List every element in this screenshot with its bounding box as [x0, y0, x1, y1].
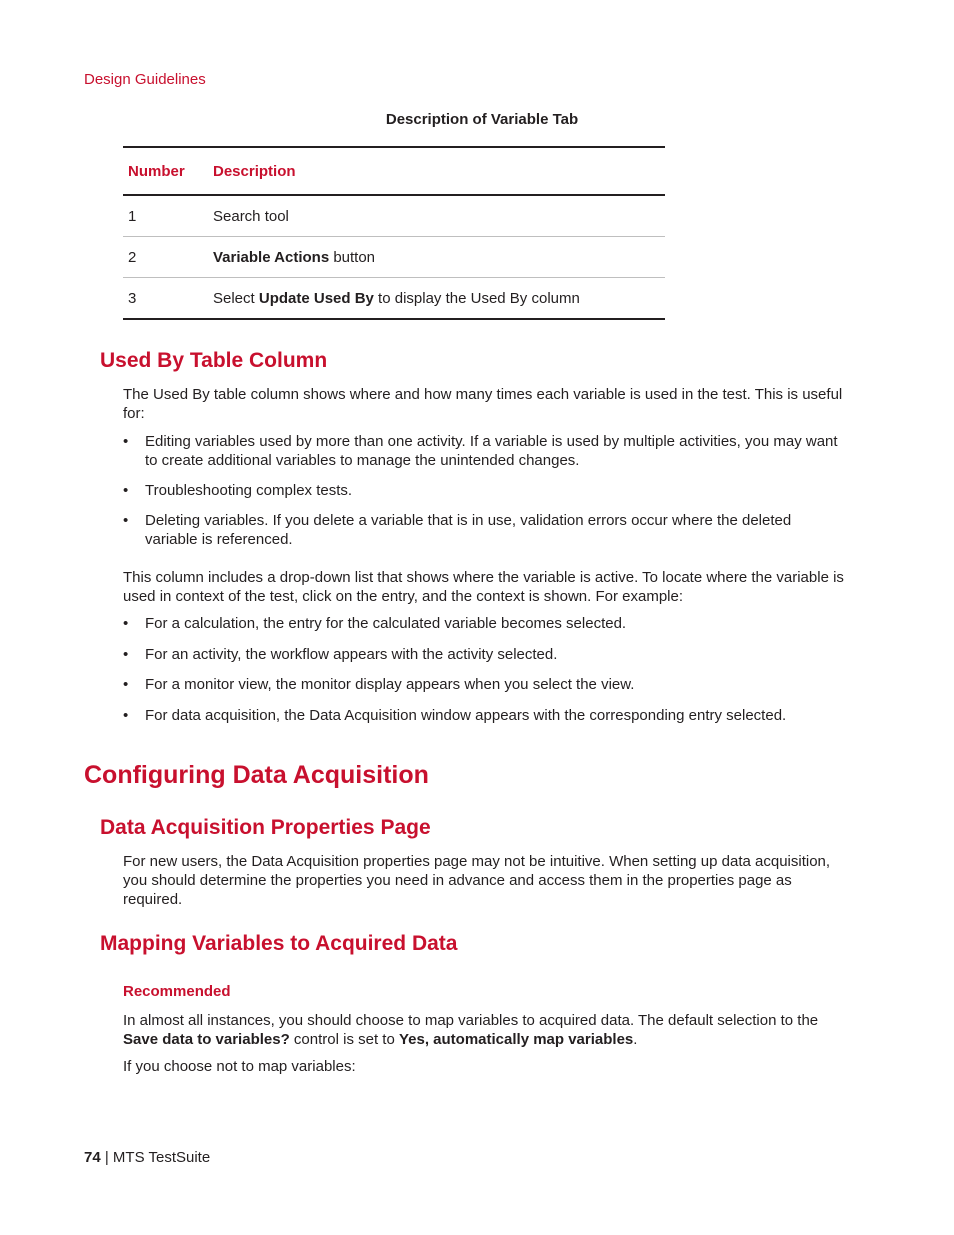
row-description: Search tool — [208, 195, 665, 237]
list-item: • For data acquisition, the Data Acquisition window appears with the corresponding entry selected. — [123, 707, 787, 724]
column-header-number: Number — [123, 147, 208, 195]
table-row — [123, 278, 665, 320]
table-caption: Description of Variable Tab — [385, 111, 579, 128]
table-row — [123, 237, 665, 278]
page-footer: 74 | MTS TestSuite — [84, 1149, 211, 1166]
row-number: 2 — [123, 237, 208, 278]
list-item: • For a monitor view, the monitor display appears when you select the view. — [123, 676, 635, 693]
list-item: • Editing variables used by more than one activity. If a variable is used by multiple activities, you may want to create additional variables to manage the unintended changes. — [123, 433, 838, 469]
properties-paragraph: For new users, the Data Acquisition properties page may not be intuitive. When setting up data acquisition, you should determine the properties you need in advance and access them in the properties page as required. — [123, 853, 831, 908]
page-number: 74 — [84, 1149, 101, 1166]
list-item: • For a calculation, the entry for the calculated variable becomes selected. — [123, 615, 627, 632]
table-header-row — [123, 147, 665, 195]
row-number: 3 — [123, 278, 208, 320]
list-item: • Deleting variables. If you delete a variable that is in use, validation errors occur where the deleted variable is referenced. — [123, 512, 792, 548]
variable-tab-table — [123, 146, 665, 320]
used-by-intro: The Used By table column shows where and how many times each variable is used in the test. This is useful for: — [123, 386, 843, 422]
properties-heading: Data Acquisition Properties Page — [100, 816, 431, 839]
table-row — [123, 195, 665, 237]
used-by-heading: Used By Table Column — [100, 349, 328, 372]
recommended-heading: Recommended — [123, 983, 231, 1000]
column-header-description: Description — [208, 147, 665, 195]
document-title: MTS TestSuite — [112, 1149, 211, 1166]
configuring-heading: Configuring Data Acquisition — [84, 761, 429, 789]
row-description: Variable Actions button — [208, 237, 665, 278]
recommended-paragraph: In almost all instances, you should choose to map variables to acquired data. The default selection to the Save data to variables? control is set to Yes, automatically map variables. — [123, 1012, 819, 1048]
row-number: 1 — [123, 195, 208, 237]
row-description: Select Update Used By to display the Used By column — [208, 278, 665, 320]
mapping-heading: Mapping Variables to Acquired Data — [100, 932, 458, 955]
running-header: Design Guidelines — [84, 71, 206, 88]
choose-paragraph: If you choose not to map variables: — [123, 1058, 356, 1075]
used-by-paragraph: This column includes a drop-down list that shows where the variable is active. To locate where the variable is used in context of the test, click on the entry, and the context is shown. For example: — [123, 569, 844, 605]
list-item: • For an activity, the workflow appears with the activity selected. — [123, 646, 558, 663]
list-item: • Troubleshooting complex tests. — [123, 482, 353, 499]
